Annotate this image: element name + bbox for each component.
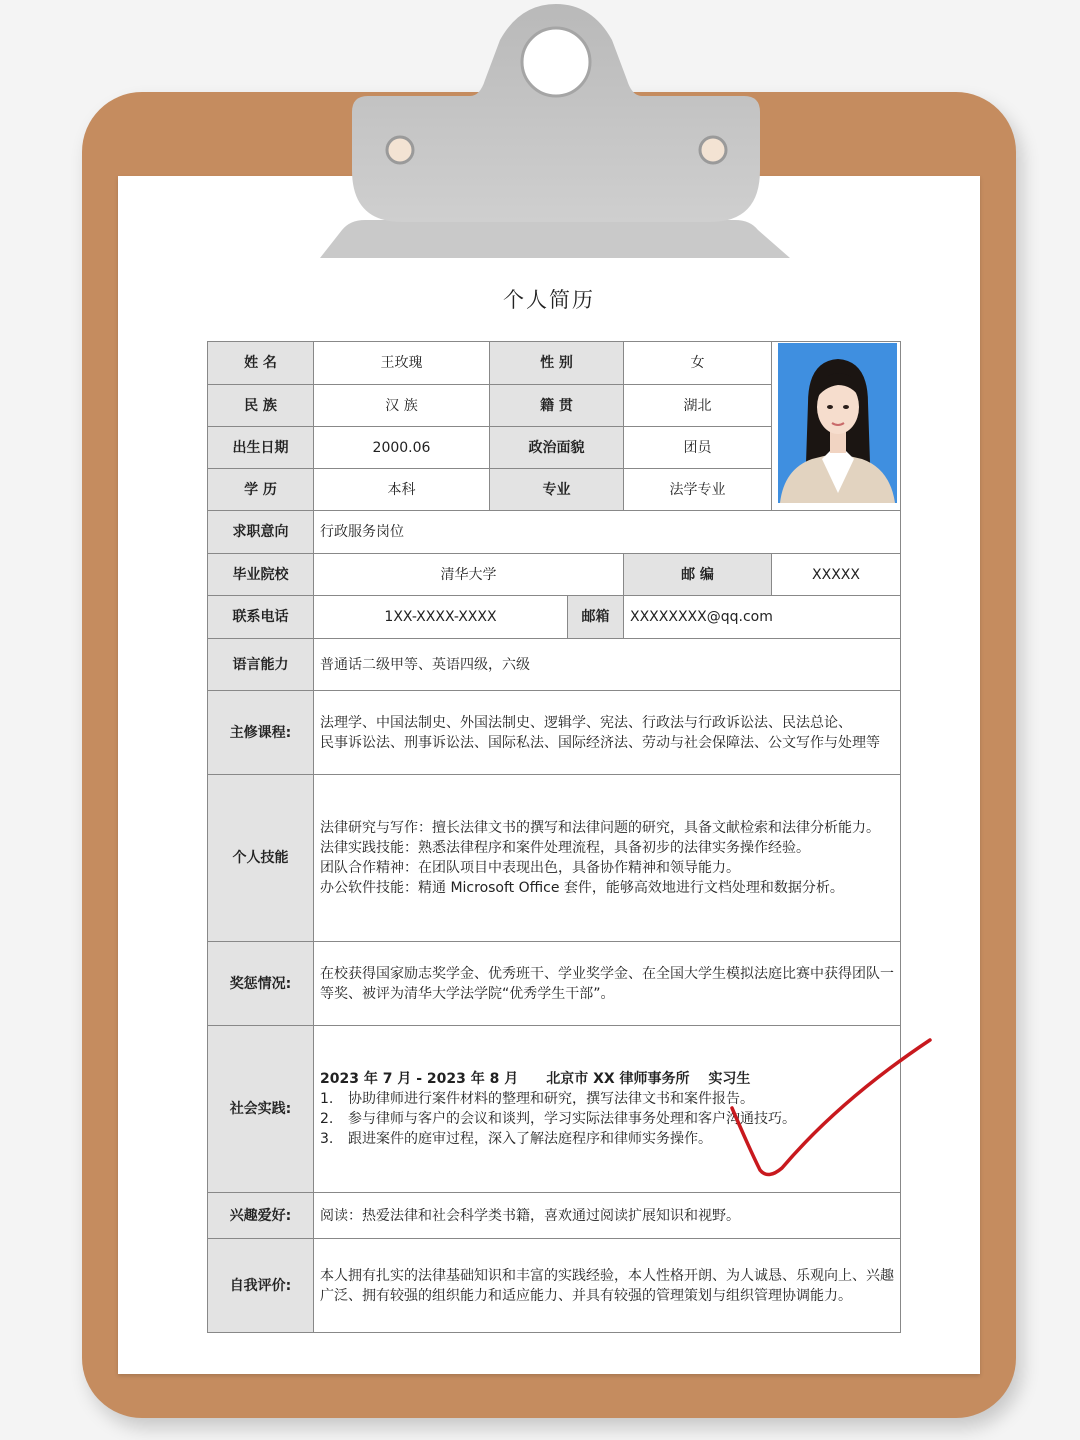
skills-line: 办公软件技能：精通 Microsoft Office 套件，能够高效地进行文档处理和数据分析。: [320, 880, 844, 896]
ethnicity-label: 民 族: [208, 385, 314, 427]
hobbies-label: 兴趣爱好:: [208, 1193, 314, 1239]
page-title: 个人简历: [503, 288, 595, 312]
courses-line: 法理学、中国法制史、外国法制史、逻辑学、宪法、行政法与行政诉讼法、民法总论、: [320, 714, 852, 731]
table-row: [208, 775, 901, 942]
courses-content: [314, 691, 901, 775]
practice-item: 1. 协助律师进行案件材料的整理和研究，撰写法律文书和案件报告。: [320, 1091, 754, 1107]
political-label: 政治面貌: [490, 427, 624, 469]
awards-content: [314, 942, 901, 1026]
table-row: [208, 691, 901, 775]
table-row: [208, 1239, 901, 1333]
checkmark-icon: [720, 1030, 950, 1190]
major-value: 法学专业: [624, 469, 772, 511]
ethnicity-value: 汉 族: [314, 385, 490, 427]
political-value: 团员: [624, 427, 772, 469]
origin-value: 湖北: [624, 385, 772, 427]
origin-label: 籍 贯: [490, 385, 624, 427]
skills-content: [314, 775, 901, 942]
education-label: 学 历: [208, 469, 314, 511]
practice-header: 2023 年 7 月 - 2023 年 8 月 北京市 XX 律师事务所 实习生: [320, 1071, 751, 1087]
gender-value: 女: [624, 342, 772, 385]
photo-cell: [772, 342, 901, 511]
table-row: [208, 1193, 901, 1239]
practice-item: 2. 参与律师与客户的会议和谈判，学习实际法律事务处理和客户沟通技巧。: [320, 1111, 796, 1127]
table-row: [208, 596, 901, 639]
hobbies-value: 阅读：热爱法律和社会科学类书籍，喜欢通过阅读扩展知识和视野。: [314, 1193, 901, 1239]
phone-label: 联系电话: [208, 596, 314, 639]
table-row: [208, 942, 901, 1026]
self-eval-line: 本人拥有扎实的法律基础知识和丰富的实践经验，本人性格开朗、为人诚恳、乐观向上、兴趣: [320, 1267, 894, 1284]
postcode-value: XXXXX: [772, 554, 901, 596]
name-label: 姓 名: [208, 342, 314, 385]
courses-line: 民事诉讼法、刑事诉讼法、国际私法、国际经济法、劳动与社会保障法、公文写作与处理等: [320, 734, 880, 751]
language-label: 语言能力: [208, 639, 314, 691]
skills-label: 个人技能: [208, 775, 314, 942]
awards-label: 奖惩情况:: [208, 942, 314, 1026]
skills-line: 法律研究与写作：擅长法律文书的撰写和法律问题的研究，具备文献检索和法律分析能力。: [320, 820, 880, 836]
school-value: 清华大学: [314, 554, 624, 596]
phone-value: 1XX-XXXX-XXXX: [314, 596, 568, 639]
table-row: [208, 554, 901, 596]
email-value: XXXXXXXX@qq.com: [624, 596, 901, 639]
job-intent-value: 行政服务岗位: [314, 511, 901, 554]
table-row: [208, 511, 901, 554]
table-row: [208, 342, 901, 385]
education-value: 本科: [314, 469, 490, 511]
portrait-photo: [778, 343, 897, 503]
gender-label: 性 别: [490, 342, 624, 385]
birth-value: 2000.06: [314, 427, 490, 469]
courses-label: 主修课程:: [208, 691, 314, 775]
postcode-label: 邮 编: [624, 554, 772, 596]
birth-label: 出生日期: [208, 427, 314, 469]
self-eval-content: [314, 1239, 901, 1333]
major-label: 专业: [490, 469, 624, 511]
awards-line: 等奖、被评为清华大学法学院“优秀学生干部”。: [320, 985, 615, 1002]
self-eval-line: 广泛、拥有较强的组织能力和适应能力、并具有较强的管理策划与组织管理协调能力。: [320, 1287, 852, 1304]
practice-item: 3. 跟进案件的庭审过程，深入了解法庭程序和律师实务操作。: [320, 1131, 712, 1147]
self-eval-label: 自我评价:: [208, 1239, 314, 1333]
school-label: 毕业院校: [208, 554, 314, 596]
email-label: 邮箱: [568, 596, 624, 639]
skills-line: 法律实践技能：熟悉法律程序和案件处理流程，具备初步的法律实务操作经验。: [320, 840, 810, 856]
awards-line: 在校获得国家励志奖学金、优秀班干、学业奖学金、在全国大学生模拟法庭比赛中获得团队一: [320, 965, 894, 982]
job-intent-label: 求职意向: [208, 511, 314, 554]
name-value: 王玫瑰: [314, 342, 490, 385]
table-row: [208, 639, 901, 691]
skills-line: 团队合作精神：在团队项目中表现出色，具备协作精神和领导能力。: [320, 860, 740, 876]
practice-label: 社会实践:: [208, 1026, 314, 1193]
language-value: 普通话二级甲等、英语四级，六级: [314, 639, 901, 691]
